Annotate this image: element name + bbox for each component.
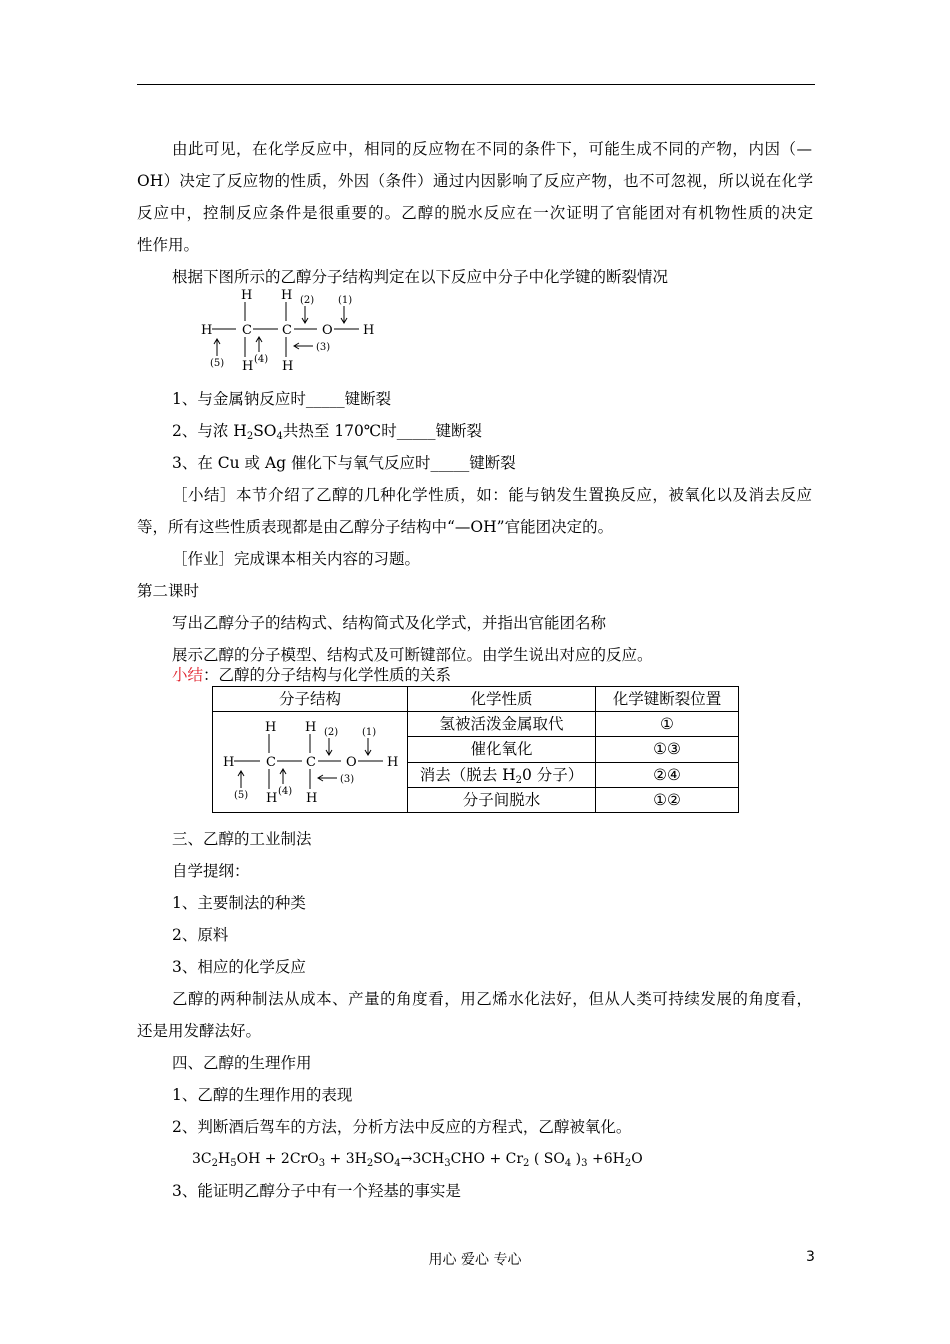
atom-h: H (363, 323, 375, 338)
atom-h: H (201, 323, 213, 338)
atom-h: H (266, 791, 278, 806)
table-header: 化学性质 (408, 687, 596, 712)
atom-c: C (266, 755, 276, 770)
table-cell-position: ①② (596, 787, 739, 812)
atom-h: H (306, 791, 318, 806)
bond-label-1: (1) (338, 295, 353, 306)
list-item: 2、原料 (172, 926, 229, 944)
structure-property-table (212, 686, 739, 813)
outline-label: 自学提纲： (172, 862, 250, 880)
page-number: 3 (806, 1249, 815, 1265)
list-item: 3、能证明乙醇分子中有一个羟基的事实是 (172, 1182, 461, 1200)
atom-h: H (242, 359, 254, 374)
atom-o: O (322, 323, 333, 338)
summary-line: ［小结］本节介绍了乙醇的几种化学性质，如：能与钠发生置换反应，被氧化以及消去反应 (172, 486, 812, 504)
question-3: 3、在 Cu 或 Ag 催化下与氧气反应时_____键断裂 (172, 454, 516, 472)
bond-label-5: (5) (210, 358, 225, 369)
table-cell-property: 消去（脱去 $H_20$ 分子） (408, 762, 596, 787)
section-title: 四、乙醇的生理作用 (172, 1054, 312, 1072)
bond-label-5: (5) (234, 790, 249, 801)
homework-line: ［作业］完成课本相关内容的习题。 (172, 550, 421, 568)
section-title: 三、乙醇的工业制法 (172, 830, 312, 848)
paragraph-line: 由此可见，在化学反应中，相同的反应物在不同的条件下，可能生成不同的产物，内因（— (172, 140, 812, 158)
table-structure-cell (213, 712, 408, 813)
question-2: 2、与浓 $H_2SO_4$共热至 170℃时_____键断裂 (172, 422, 482, 442)
paragraph-line: OH）决定了反应物的性质，外因（条件）通过内因影响了反应产物，也不可忽视，所以说在化学 (137, 172, 813, 190)
lesson-title: 第二课时 (137, 582, 200, 600)
summary-line: 等，所有这些性质表现都是由乙醇分子结构中“—OH”官能团决定的。 (137, 518, 614, 536)
summary-label: 小结 (172, 666, 204, 684)
paragraph-line: 性作用。 (137, 236, 200, 254)
list-item: 2、判断酒后驾车的方法，分析方法中反应的方程式，乙醇被氧化。 (172, 1118, 632, 1136)
list-item: 1、乙醇的生理作用的表现 (172, 1086, 353, 1104)
atom-c: C (242, 323, 252, 338)
atom-h: H (265, 720, 277, 735)
ethanol-structure-diagram (196, 284, 386, 376)
header-rule (137, 84, 815, 85)
table-cell-property: 氢被活泼金属取代 (408, 712, 596, 737)
bond-label-3: (3) (340, 774, 355, 785)
table-header: 分子结构 (213, 687, 408, 712)
paragraph-line: 反应中，控制反应条件是很重要的。乙醇的脱水反应在一次证明了官能团对有机物性质的决定 (137, 204, 813, 222)
atom-o: O (346, 755, 357, 770)
bond-label-2: (2) (300, 295, 315, 306)
lesson-line: 展示乙醇的分子模型、结构式及可断键部位。由学生说出对应的反应。 (172, 646, 653, 664)
footer-text: 用心 爱心 专心 (428, 1252, 522, 1268)
summary-heading: 小结：乙醇的分子结构与化学性质的关系 (172, 666, 452, 684)
table-cell-property: 催化氧化 (408, 737, 596, 762)
paragraph-line: 还是用发酵法好。 (137, 1022, 262, 1040)
atom-c: C (282, 323, 292, 338)
bond-label-4: (4) (278, 786, 293, 797)
table-cell-position: ① (596, 712, 739, 737)
lesson-line: 写出乙醇分子的结构式、结构简式及化学式，并指出官能团名称 (172, 614, 607, 632)
table-cell-position: ①③ (596, 737, 739, 762)
bond-label-2: (2) (324, 727, 339, 738)
table-cell-position: ②④ (596, 762, 739, 787)
chemical-equation: $3C_2H_5OH + 2CrO_3 + 3H_2SO_4\to 3CH_3CHO + Cr_2$ ( $SO_4$ )$_3 +6H_2O$ (192, 1151, 643, 1169)
table-header: 化学键断裂位置 (596, 687, 739, 712)
list-item: 3、相应的化学反应 (172, 958, 306, 976)
atom-c: C (306, 755, 316, 770)
atom-h: H (281, 288, 293, 303)
paragraph-line: 乙醇的两种制法从成本、产量的角度看，用乙烯水化法好，但从人类可持续发展的角度看， (172, 990, 812, 1008)
bond-label-4: (4) (254, 354, 269, 365)
atom-h: H (387, 755, 399, 770)
list-item: 1、主要制法的种类 (172, 894, 306, 912)
table-cell-property: 分子间脱水 (408, 787, 596, 812)
atom-h: H (282, 359, 294, 374)
bond-label-1: (1) (362, 727, 377, 738)
atom-h: H (241, 288, 253, 303)
question-1: 1、与金属钠反应时_____键断裂 (172, 390, 392, 408)
ethanol-structure-diagram (213, 712, 407, 812)
bond-label-3: (3) (316, 342, 331, 353)
atom-h: H (223, 755, 235, 770)
paragraph-line: 根据下图所示的乙醇分子结构判定在以下反应中分子中化学键的断裂情况 (172, 268, 669, 286)
atom-h: H (305, 720, 317, 735)
table-row (213, 712, 739, 737)
